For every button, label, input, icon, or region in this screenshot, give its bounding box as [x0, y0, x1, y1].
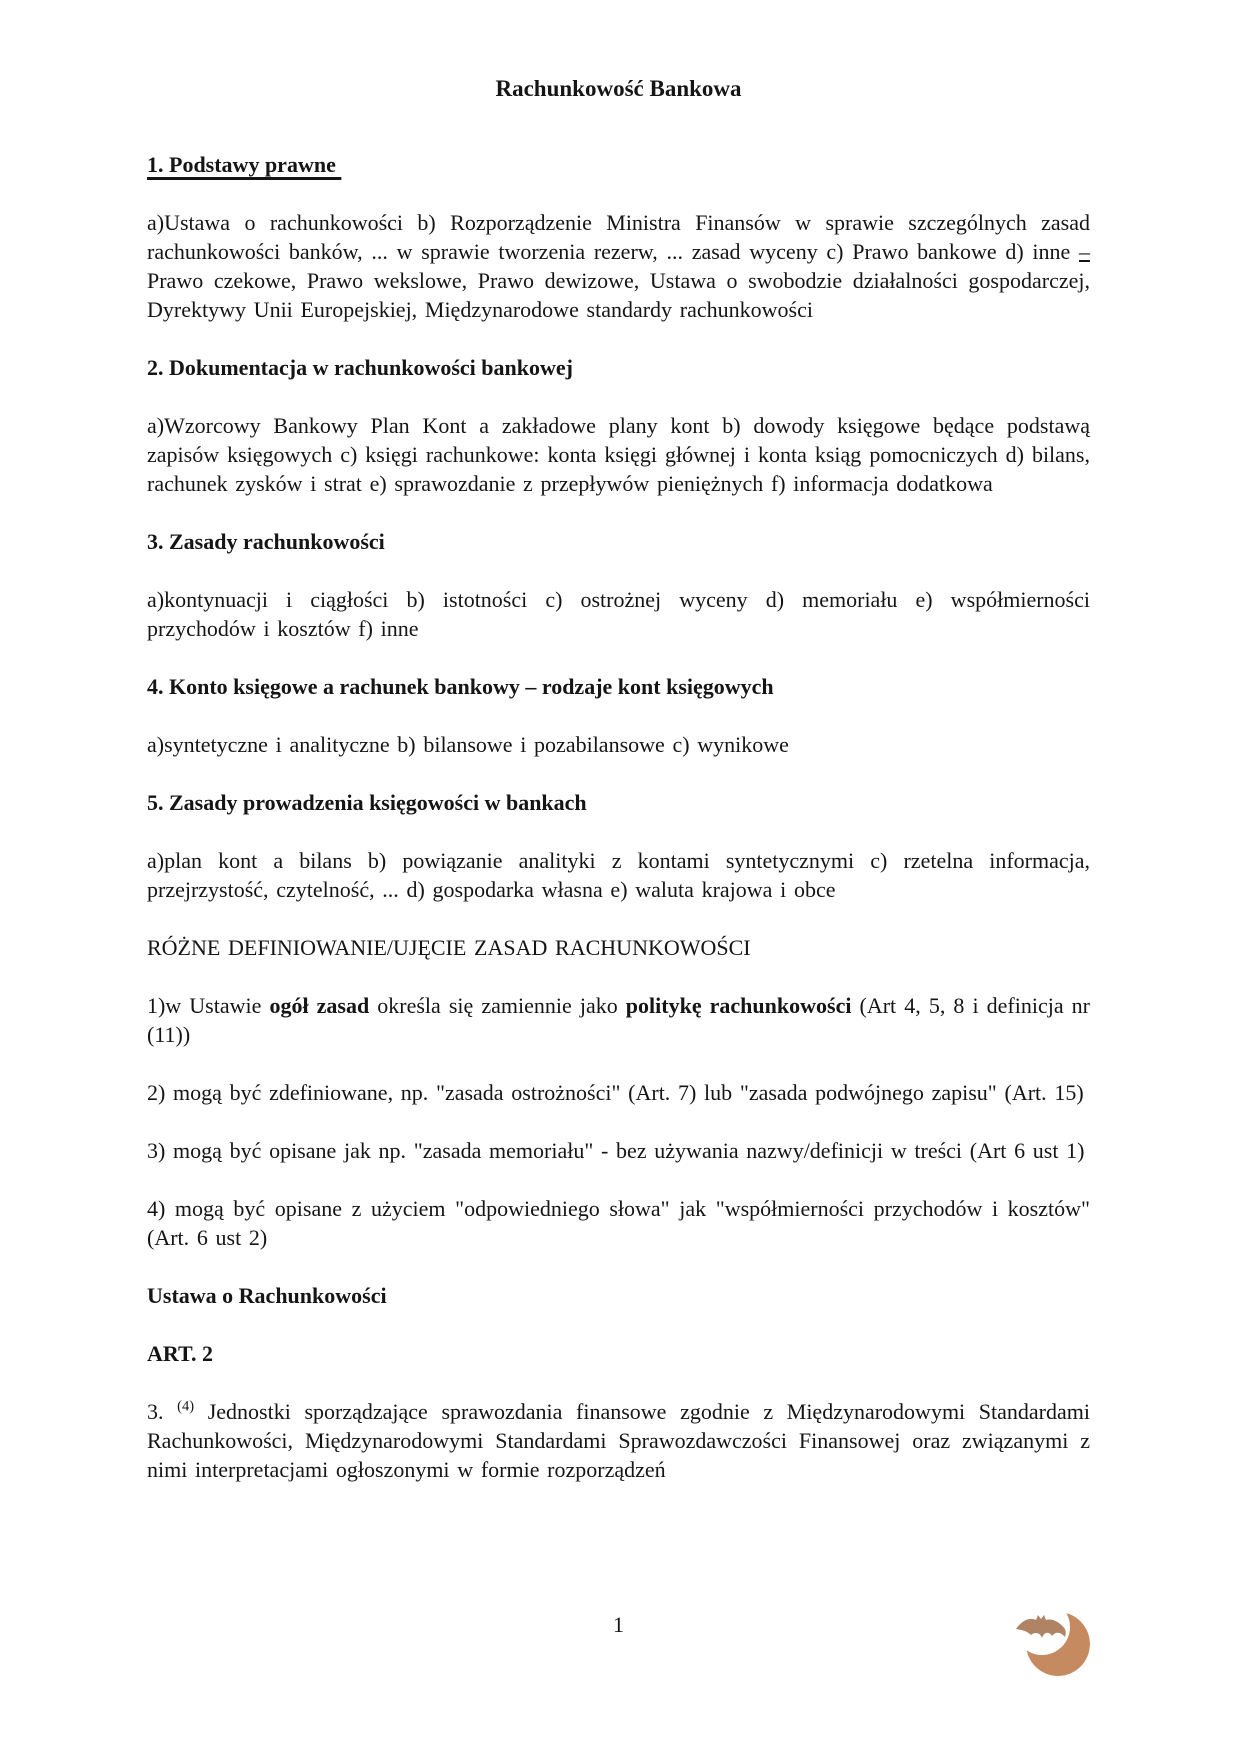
heading-ustawa-o-rachunkowosci: [147, 1281, 1090, 1310]
text-segment: 3.: [147, 1399, 178, 1424]
document-title: Rachunkowość Bankowa: [495, 76, 742, 101]
para-zasady-rachunkowosci: [147, 585, 1090, 643]
para-rozne-definiowanie: [147, 933, 1090, 962]
text-segment: 5. Zasady prowadzenia księgowości w bankach: [147, 790, 587, 815]
text-segment: (4): [177, 1398, 195, 1415]
text-segment: 4. Konto księgowe a rachunek bankowy – rodzaje kont księgowych: [147, 674, 774, 699]
text-segment: 2) mogą być zdefiniowane, np. "zasada ostrożności" (Art. 7) lub "zasada podwójnego zapisu" (Art. 15): [147, 1080, 1084, 1105]
para-dokumentacja: [147, 411, 1090, 498]
text-segment: 3) mogą być opisane jak np. "zasada memoriału" - bez używania nazwy/definicji w treści (Art 6 ust 1): [147, 1138, 1085, 1163]
text-segment: 1)w Ustawie: [147, 993, 270, 1018]
text-segment: a)syntetyczne i analityczne b) bilansowe i pozabilansowe c) wynikowe: [147, 732, 789, 757]
para-art-2-ust-3: [147, 1397, 1090, 1484]
text-segment: –: [1079, 239, 1090, 264]
heading-art-2: [147, 1339, 1090, 1368]
para-podstawy-prawne: [147, 208, 1090, 324]
text-segment: politykę rachunkowości: [625, 993, 852, 1018]
para-item-4: [147, 1194, 1090, 1252]
text-segment: (Art 4, 5, 8 i definicja nr (11)): [147, 993, 1090, 1047]
text-segment: ogół zasad: [269, 993, 370, 1018]
page-footer: [147, 1610, 1090, 1639]
text-segment: Prawo czekowe, Prawo wekslowe, Prawo dewizowe, Ustawa o swobodzie działalności gospodarczej, Dyrektywy Unii Europejskiej, Międzynarodowe standardy rachunkowości: [147, 268, 1090, 322]
text-segment: 1. Podstawy prawne: [147, 152, 342, 177]
text-segment: a)Ustawa o rachunkowości b) Rozporządzenie Ministra Finansów w sprawie szczególnych zasad rachunkowości banków, ... w sprawie tworzenia rezerw, ... zasad wyceny c) Prawo bankowe d) inne: [147, 210, 1090, 264]
text-segment: 2. Dokumentacja w rachunkowości bankowej: [147, 355, 573, 380]
para-item-1: [147, 991, 1090, 1049]
text-segment: 4) mogą być opisane z użyciem "odpowiedniego słowa" jak "współmierności przychodów i kosztów" (Art. 6 ust 2): [147, 1196, 1090, 1250]
page-number: 1: [613, 1612, 624, 1637]
text-segment: a)kontynuacji i ciągłości b) istotności c) ostrożnej wyceny d) memoriału e) współmierności przychodów i kosztów f) inne: [147, 587, 1090, 641]
text-segment: 3. Zasady rachunkowości: [147, 529, 385, 554]
para-zasady-prowadzenia: [147, 846, 1090, 904]
text-segment: a)Wzorcowy Bankowy Plan Kont a zakładowe plany kont b) dowody księgowe będące podstawą zapisów księgowych c) księgi rachunkowe: konta księgi głównej i konta ksiąg pomocniczych d) bilans, rachunek zysków i strat e) sprawozdanie z przepływów pieniężnych f) informacja dodatkowa: [147, 413, 1090, 496]
para-item-2: [147, 1078, 1090, 1107]
heading-zasady-prowadzenia: [147, 788, 1090, 817]
document-body: [147, 150, 1090, 1484]
heading-konto-ksiegowe: [147, 672, 1090, 701]
para-item-3: [147, 1136, 1090, 1165]
text-segment: określa się zamiennie jako: [369, 993, 626, 1018]
para-konto-ksiegowe: [147, 730, 1090, 759]
text-segment: Ustawa o Rachunkowości: [147, 1283, 387, 1308]
heading-zasady-rachunkowosci: [147, 527, 1090, 556]
text-segment: a)plan kont a bilans b) powiązanie analityki z kontami syntetycznymi c) rzetelna informacja, przejrzystość, czytelność, ... d) gospodarka własna e) waluta krajowa i obce: [147, 848, 1090, 902]
heading-dokumentacja: [147, 353, 1090, 382]
text-segment: ART. 2: [147, 1341, 214, 1366]
text-segment: RÓŻNE DEFINIOWANIE/UJĘCIE ZASAD RACHUNKOWOŚCI: [147, 935, 751, 960]
heading-podstawy-prawne: [147, 150, 1090, 179]
bat-moon-logo: [1014, 1596, 1098, 1682]
document-content: [147, 74, 1090, 1513]
text-segment: Jednostki sporządzające sprawozdania finansowe zgodnie z Międzynarodowymi Standardami Rachunkowości, Międzynarodowymi Standardami Sprawozdawczości Finansowej oraz związanymi z nimi interpretacjami ogłoszonymi w formie rozporządzeń: [147, 1399, 1090, 1482]
